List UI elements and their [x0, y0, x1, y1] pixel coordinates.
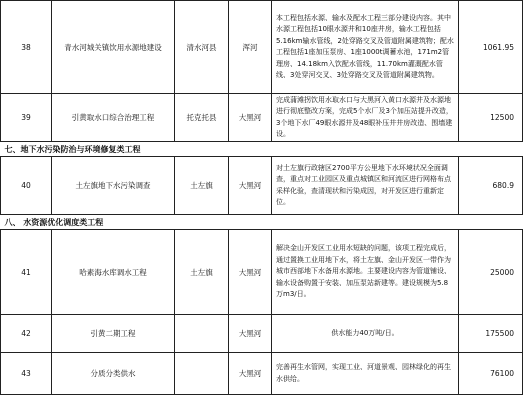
project-amount: 1061.95	[459, 1, 523, 94]
project-location: 托克托县	[175, 94, 229, 142]
project-location	[175, 353, 229, 395]
row-number: 40	[1, 157, 52, 215]
table-row	[1, 1, 523, 94]
row-number: 38	[1, 1, 52, 94]
table-row	[1, 94, 523, 142]
row-number: 43	[1, 353, 52, 395]
table-row	[1, 230, 523, 315]
project-content: 本工程包括水源、输水及配水工程三部分建设内容。其中水源工程包括10眼水源井和10座井房，输水工程包括5.16km输水管线，2处穿路交叉及管道附属建筑物；配水工程包括1座加压泵房、1座1000t调蓄水池，171m2管理房、14.18km入饮配水管线，11.70km灌溉配水管线、3处穿河交叉、3处穿路交叉及管道附属建筑物。	[272, 1, 459, 94]
project-basin: 大黑河	[229, 315, 272, 353]
project-basin: 大黑河	[229, 353, 272, 395]
project-name: 土左旗地下水污染调查	[52, 157, 175, 215]
row-number: 42	[1, 315, 52, 353]
table-row	[1, 157, 523, 215]
project-amount: 680.9	[459, 157, 523, 215]
project-basin: 大黑河	[229, 230, 272, 315]
project-amount: 175500	[459, 315, 523, 353]
section-heading: 八、 水资源优化调度类工程	[4, 217, 104, 227]
table-row	[1, 353, 523, 395]
project-location: 清水河县	[175, 1, 229, 94]
project-basin: 浑河	[229, 1, 272, 94]
project-amount: 12500	[459, 94, 523, 142]
project-content: 解决金山开发区工业用水短缺的问题，该项工程完成后，通过置换工业用地下水，将土左旗、金山开发区一带作为城市西部地下水备用水源地。主要建设内容为管道铺设、输水设备购置于安装、加压泵站新建等。建设规模为5.8万m3/日。	[272, 230, 459, 315]
project-content: 完善再生水管网，实现工业、河道景观、园林绿化的再生水供给。	[272, 353, 459, 395]
project-name: 引黄二期工程	[52, 315, 175, 353]
project-content: 对土左旗行政辖区2700平方公里地下水环境状况全面调查，重点对工业园区及重点城镇区和河流区进行网格布点采样化验，查清现状和污染成因，对开发区进行重新定位。	[272, 157, 459, 215]
section-row	[1, 215, 523, 230]
project-location: 土左旗	[175, 157, 229, 215]
project-content: 供水能力40万吨/日。	[272, 315, 459, 353]
project-name: 哈素海水库调水工程	[52, 230, 175, 315]
project-name: 青水河城关镇饮用水源地建设	[52, 1, 175, 94]
project-name: 分质分类供水	[52, 353, 175, 395]
section-heading: 七、地下水污染防治与环境修复类工程	[4, 144, 141, 154]
project-content: 完成蒲滩拐饮用水取水口与大黑河入黄口水源井及水源地进行彻底整改方案，完成5个水厂及3个加压站提升改造，3个地下水厂49眼水源井及48眼补压井井房改造、围墙建设。	[272, 94, 459, 142]
project-location	[175, 315, 229, 353]
project-location: 土左旗	[175, 230, 229, 315]
project-basin: 大黑河	[229, 94, 272, 142]
project-basin: 大黑河	[229, 157, 272, 215]
table-row	[1, 315, 523, 353]
project-amount: 76100	[459, 353, 523, 395]
project-name: 引黄取水口综合治理工程	[52, 94, 175, 142]
project-amount: 25000	[459, 230, 523, 315]
section-row	[1, 142, 523, 157]
row-number: 41	[1, 230, 52, 315]
row-number: 39	[1, 94, 52, 142]
